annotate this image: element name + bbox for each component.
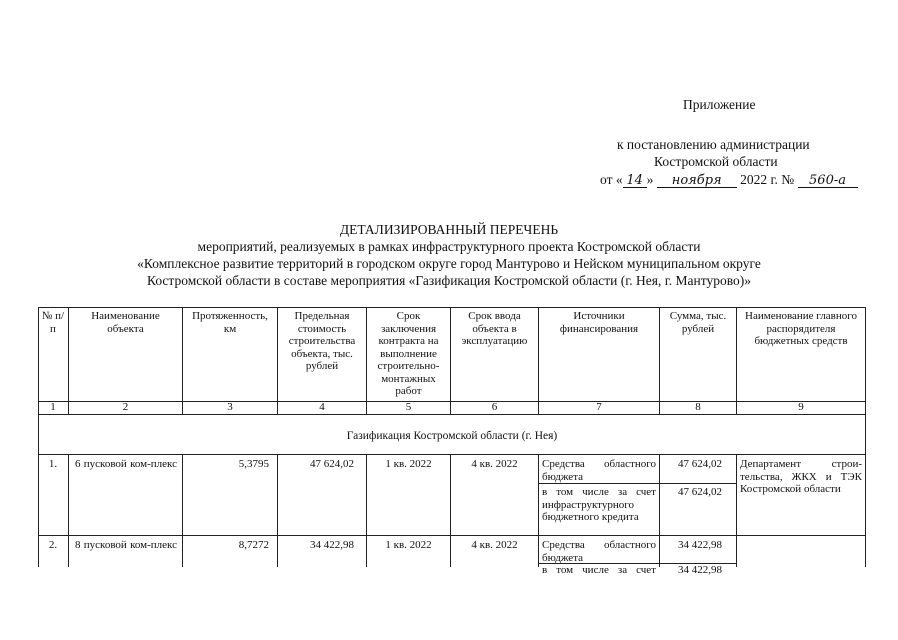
- funding-source: Средства областного бюджета: [542, 458, 656, 483]
- resolution-line-1: к постановлению администрации: [617, 137, 810, 152]
- section-title: Газификация Костромской области (г. Нея): [346, 430, 558, 442]
- column-number: 1: [50, 401, 56, 413]
- contract-term: 1 кв. 2022: [385, 539, 432, 551]
- title-line-3: Костромской области в составе мероприятия «Газификация Костромской области (г. Нея, г. Мантурово)»: [147, 273, 751, 288]
- resolution-line-2: Костромской области: [654, 154, 778, 169]
- budget-manager: Департамент строи-тельства, ЖКХ и ТЭК Костромской области: [740, 458, 862, 495]
- column-number: 9: [798, 401, 804, 413]
- row-number: 1.: [48, 458, 58, 470]
- funding-source: Средства областного бюджета: [542, 539, 656, 564]
- header-object-name: Наименование объекта: [91, 310, 160, 335]
- funding-source: в том числе за счет инфраструктурного бюджетного кредита: [542, 486, 656, 523]
- header-funding-source: Источники финансирования: [559, 310, 639, 335]
- date-year: 2022 г. №: [740, 172, 795, 187]
- column-number: 2: [122, 401, 129, 413]
- object-length: 8,7272: [238, 539, 269, 551]
- document-number: 560-а: [798, 174, 858, 188]
- date-prefix: от «: [600, 172, 623, 187]
- object-length: 5,3795: [238, 458, 269, 470]
- commission-term: 4 кв. 2022: [471, 539, 518, 551]
- header-commission-term: Срок ввода объекта в эксплуатацию: [461, 310, 528, 347]
- funding-sum: 34 422,98: [678, 539, 722, 551]
- header-sum: Сумма, тыс. рублей: [669, 310, 727, 335]
- object-cost: 34 422,98: [310, 539, 354, 551]
- title-line-1: мероприятий, реализуемых в рамках инфраструктурного проекта Костромской области: [197, 239, 701, 254]
- title-line-2: «Комплексное развитие территорий в городском округе город Мантурово и Нейском муниципальном округе: [137, 256, 761, 271]
- column-number: 3: [227, 401, 233, 413]
- object-name: 6 пусковой ком-плекс: [75, 458, 177, 470]
- document-title: ДЕТАЛИЗИРОВАННЫЙ ПЕРЕЧЕНЬ: [339, 222, 559, 237]
- date-day: 14: [623, 174, 647, 188]
- header-number: № п/п: [41, 310, 65, 335]
- funding-sum: 47 624,02: [678, 486, 722, 498]
- header-length: Протяженность, км: [192, 310, 268, 335]
- column-number: 6: [491, 401, 498, 413]
- row-number: 2.: [48, 539, 58, 551]
- column-number: 8: [695, 401, 701, 413]
- date-mid: »: [646, 172, 654, 187]
- funding-source: в том числе за счет: [542, 564, 656, 576]
- date-month: ноября: [657, 174, 737, 188]
- appendix-label: Приложение: [683, 97, 756, 112]
- object-cost: 47 624,02: [310, 458, 354, 470]
- commission-term: 4 кв. 2022: [471, 458, 518, 470]
- header-contract-term: Срок заключения контракта на выполнение строительно-монтажных работ: [377, 310, 440, 397]
- contract-term: 1 кв. 2022: [385, 458, 432, 470]
- column-number: 5: [405, 401, 412, 413]
- object-name: 8 пусковой ком-плекс: [75, 539, 177, 551]
- funding-sum: 47 624,02: [678, 458, 722, 470]
- header-budget-manager: Наименование главного распорядителя бюджетных средств: [745, 310, 857, 347]
- column-number: 4: [319, 401, 325, 413]
- column-number: 7: [596, 401, 602, 413]
- funding-sum: 34 422,98: [678, 564, 722, 576]
- header-cost: Предельная стоимость строительства объекта, тыс. рублей: [288, 310, 356, 372]
